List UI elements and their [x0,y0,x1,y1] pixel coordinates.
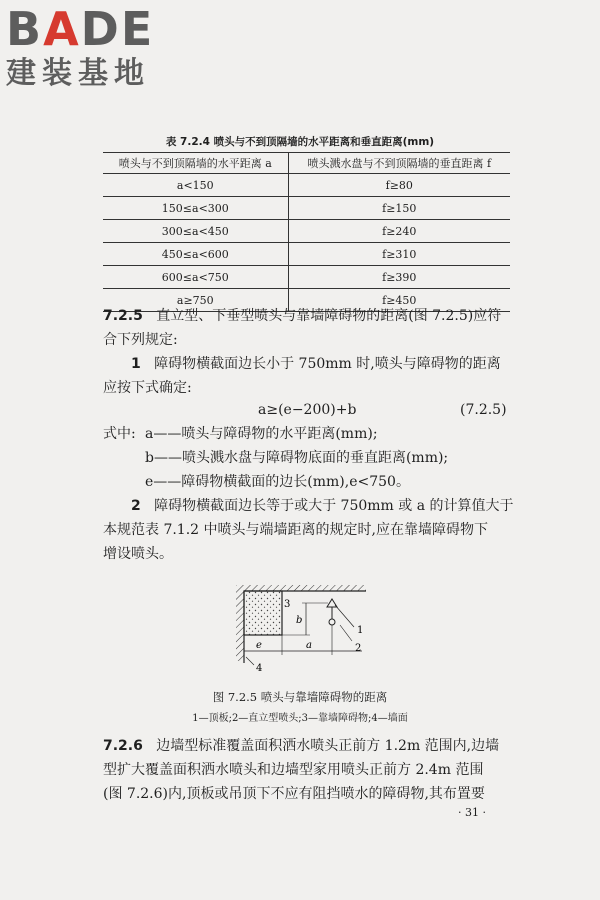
table-title: 表 7.2.4 喷头与不到顶隔墙的水平距离和垂直距离(mm) [165,136,435,148]
site-logo [6,4,154,92]
section-number: 7.2.5 [103,308,143,324]
table-header-row [103,153,510,174]
definition-b: b——喷头溅水盘与障碍物底面的垂直距离(mm); [145,450,449,466]
section-7-2-6-line1: 7.2.6 边墙型标准覆盖面积洒水喷头正前方 1.2m 范围内,边墙 [103,738,500,754]
table-row [103,197,510,220]
wall-leader [246,657,254,665]
table-cell: f≥240 [288,220,510,243]
table-cell: f≥310 [288,243,510,266]
page-number: · 31 · [458,806,486,819]
table-cell: 600≤a<750 [103,266,288,289]
label-1: 1 [357,625,364,636]
item-2-line2: 本规范表 7.1.2 中喷头与端墙距离的规定时,应在靠墙障碍物下 [103,522,488,538]
column-header: 喷头溅水盘与不到顶隔墙的垂直距离 f [288,153,510,174]
table-cell: f≥80 [288,174,510,197]
table-cell: a≥750 [103,289,288,312]
label-4: 4 [256,663,263,674]
table-row [103,174,510,197]
section-number: 7.2.6 [103,738,143,754]
section-7-2-5-line1: 7.2.5 直立型、下垂型喷头与靠墙障碍物的距离(图 7.2.5)应符 [103,308,502,324]
label-a: a [306,640,312,651]
where-label: 式中: [103,426,136,442]
table-cell: 150≤a<300 [103,197,288,220]
item-1-line2: 应按下式确定: [103,380,192,396]
table-row [103,220,510,243]
item-2-line3: 增设喷头。 [103,546,173,562]
label-2: 2 [355,643,362,654]
table-cell: 300≤a<450 [103,220,288,243]
label-3: 3 [284,599,291,610]
item-1-line1: 1 障碍物横截面边长小于 750mm 时,喷头与障碍物的距离 [131,356,501,372]
item-2-line1: 2 障碍物横截面边长等于或大于 750mm 或 a 的计算值大于 [131,498,514,514]
sprinkler-leader-2 [340,625,352,641]
distance-table [103,152,510,312]
definition-e: e——障碍物横截面的边长(mm),e<750。 [145,474,410,490]
sprinkler-head [329,619,335,625]
figure-caption: 图 7.2.5 喷头与靠墙障碍物的距离 [212,690,388,704]
section-7-2-6-line2: 型扩大覆盖面积洒水喷头和边墙型家用喷头正前方 2.4m 范围 [103,762,484,778]
formula-number: (7.2.5) [460,402,507,418]
wall-hatch [236,591,244,661]
figure-legend: 1—顶板;2—直立型喷头;3—靠墙障碍物;4—墙面 [192,713,408,724]
sprinkler-leader [335,605,354,627]
label-e: e [256,640,262,651]
definition-a: a——喷头与障碍物的水平距离(mm); [145,426,378,442]
table-row [103,266,510,289]
figure-7-2-5 [236,585,366,675]
table-cell: a<150 [103,174,288,197]
table-row [103,243,510,266]
formula: a≥(e−200)+b [258,402,357,418]
logo-subtitle: 建装基地 [6,56,150,91]
section-7-2-5-line2: 合下列规定: [103,332,178,348]
label-b: b [296,615,303,626]
column-header: 喷头与不到顶隔墙的水平距离 a [103,153,288,174]
logo-wordmark: BADE [6,2,155,56]
table-cell: 450≤a<600 [103,243,288,266]
ceiling-hatch [236,585,366,591]
table-cell: f≥150 [288,197,510,220]
table-cell: f≥450 [288,289,510,312]
table-cell: f≥390 [288,266,510,289]
section-7-2-6-line3: (图 7.2.6)内,顶板或吊顶下不应有阻挡喷水的障碍物,其布置要 [103,786,485,802]
obstruction [244,591,282,635]
